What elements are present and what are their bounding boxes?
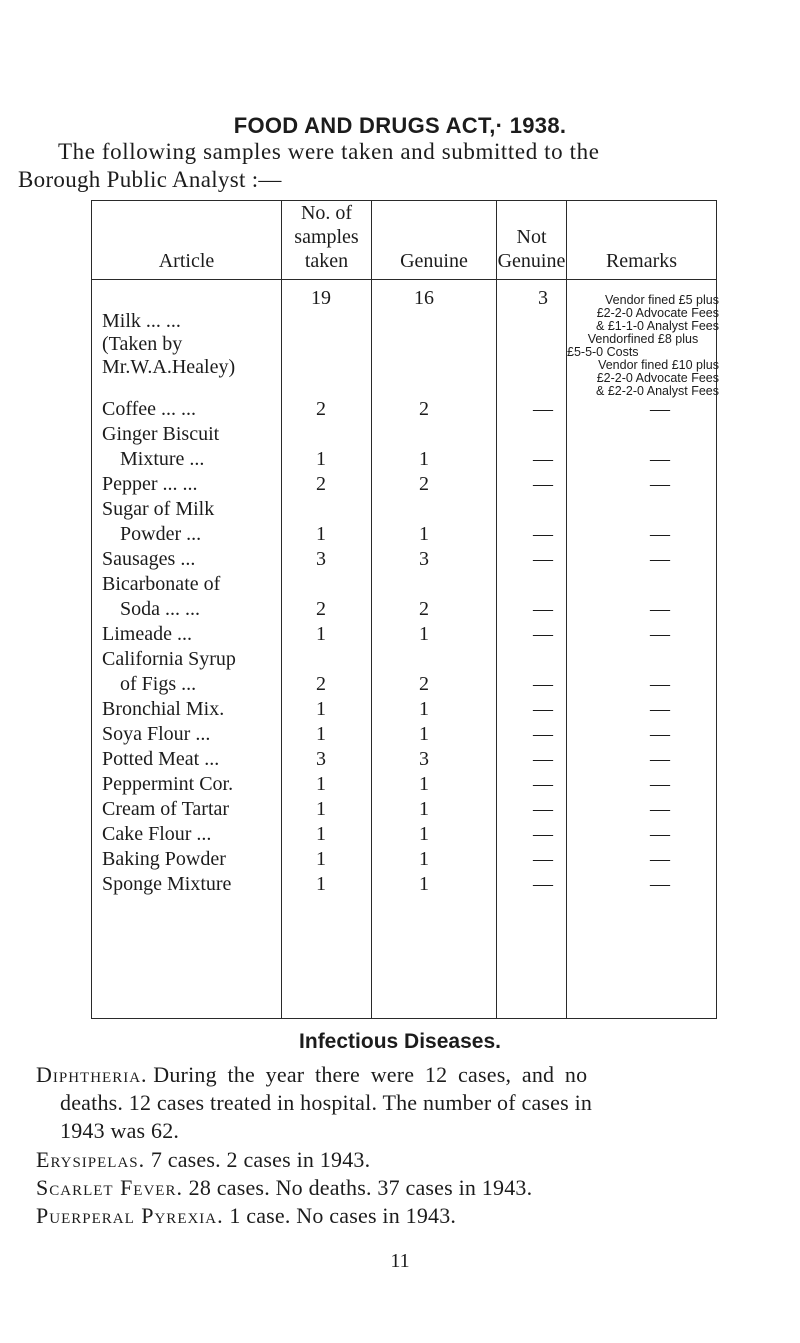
samples-taken: 2 <box>316 673 326 695</box>
header-samples-line3: taken <box>304 250 349 272</box>
not-genuine-count: — <box>533 448 553 470</box>
header-samples-line2: samples <box>294 226 359 248</box>
disease-term: Scarlet Fever. <box>36 1175 183 1200</box>
intro-line-1: The following samples were taken and submitted to the <box>58 139 600 164</box>
paragraph-text: 1943 was 62. <box>60 1118 180 1143</box>
article-name: Coffee ... ... <box>102 398 197 420</box>
genuine-count: 1 <box>419 623 429 645</box>
header-samples-line1: No. of <box>300 202 353 224</box>
article-name: Sugar of Milk <box>102 498 215 520</box>
remarks: — <box>650 748 670 770</box>
samples-taken: 1 <box>316 723 326 745</box>
samples-taken: 2 <box>316 473 326 495</box>
remark-line: Vendor fined £10 plus <box>598 358 719 372</box>
samples-taken: 1 <box>316 873 326 895</box>
remark-line: Vendorfined £8 plus <box>587 332 699 346</box>
samples-taken: 2 <box>316 398 326 420</box>
remarks: — <box>650 798 670 820</box>
puerperal-pyrexia-paragraph <box>36 1202 456 1230</box>
genuine-count: 2 <box>419 473 429 495</box>
remarks: — <box>650 623 670 645</box>
remarks: — <box>650 473 670 495</box>
article-name: Soda ... ... <box>120 598 200 620</box>
table-top-border <box>91 200 717 201</box>
article-name: Mr.W.A.Healey) <box>102 356 236 378</box>
genuine-count: 1 <box>419 698 429 720</box>
table-header-divider <box>91 279 717 280</box>
article-name: of Figs ... <box>120 673 197 695</box>
genuine-count: 1 <box>419 723 429 745</box>
remark-line: & £2-2-0 Analyst Fees <box>596 384 719 398</box>
column-divider-1 <box>281 200 282 1019</box>
samples-taken: 1 <box>316 623 326 645</box>
article-name: Sponge Mixture <box>102 873 232 895</box>
article-name: Mixture ... <box>120 448 205 470</box>
header-not-genuine-line1: Not <box>516 226 547 248</box>
samples-taken: 19 <box>311 287 331 309</box>
not-genuine-count: — <box>533 548 553 570</box>
paragraph-text: During the year there were 12 cases, and no <box>153 1062 588 1087</box>
remark-line: & £1-1-0 Analyst Fees <box>596 319 719 333</box>
remarks: — <box>650 523 670 545</box>
not-genuine-count: — <box>533 473 553 495</box>
samples-taken: 1 <box>316 848 326 870</box>
disease-term: Puerperal Pyrexia. <box>36 1203 224 1228</box>
remarks: — <box>650 398 670 420</box>
remarks: — <box>650 598 670 620</box>
genuine-count: 1 <box>419 848 429 870</box>
remarks: — <box>650 673 670 695</box>
article-name: Soya Flour ... <box>102 723 211 745</box>
page-title: FOOD AND DRUGS ACT,· 1938. <box>233 113 567 138</box>
article-name: Cream of Tartar <box>102 798 230 820</box>
genuine-count: 1 <box>419 873 429 895</box>
genuine-count: 1 <box>419 448 429 470</box>
samples-taken: 1 <box>316 823 326 845</box>
remarks: — <box>650 773 670 795</box>
not-genuine-count: — <box>533 873 553 895</box>
remarks: — <box>650 723 670 745</box>
article-name: Cake Flour ... <box>102 823 212 845</box>
genuine-count: 1 <box>419 523 429 545</box>
disease-term: Diphtheria. <box>36 1062 148 1087</box>
remarks: — <box>650 823 670 845</box>
paragraph-text: 28 cases. No deaths. 37 cases in 1943. <box>188 1175 533 1200</box>
not-genuine-count: — <box>533 773 553 795</box>
paragraph-text: deaths. 12 cases treated in hospital. The number of cases in <box>60 1090 593 1115</box>
samples-taken: 2 <box>316 598 326 620</box>
article-name: Bronchial Mix. <box>102 698 225 720</box>
intro-line-2: Borough Public Analyst :— <box>18 167 282 192</box>
header-genuine: Genuine <box>400 250 468 272</box>
not-genuine-count: — <box>533 823 553 845</box>
samples-taken: 3 <box>316 548 326 570</box>
not-genuine-count: — <box>533 848 553 870</box>
samples-taken: 1 <box>316 798 326 820</box>
disease-term: Erysipelas. <box>36 1147 146 1172</box>
remark-line: Vendor fined £5 plus <box>605 293 719 307</box>
genuine-count: 3 <box>419 748 429 770</box>
column-divider-2 <box>371 200 372 1019</box>
article-name: Bicarbonate of <box>102 573 221 595</box>
genuine-count: 16 <box>414 287 434 309</box>
remark-line: £5-5-0 Costs <box>567 345 639 359</box>
article-name: Potted Meat ... <box>102 748 220 770</box>
not-genuine-count: — <box>533 598 553 620</box>
not-genuine-count: — <box>533 623 553 645</box>
genuine-count: 2 <box>419 398 429 420</box>
erysipelas-paragraph <box>36 1146 370 1174</box>
genuine-count: 1 <box>419 773 429 795</box>
article-name: Pepper ... ... <box>102 473 198 495</box>
header-remarks: Remarks <box>605 250 678 272</box>
paragraph-text: 7 cases. 2 cases in 1943. <box>150 1147 371 1172</box>
genuine-count: 2 <box>419 673 429 695</box>
not-genuine-count: — <box>533 673 553 695</box>
remarks: — <box>650 873 670 895</box>
page-number: 11 <box>390 1250 410 1272</box>
article-name: Sausages ... <box>102 548 196 570</box>
milk-remarks <box>567 294 719 398</box>
article-name: Baking Powder <box>102 848 226 870</box>
not-genuine-count: 3 <box>538 287 548 309</box>
diphtheria-paragraph <box>36 1061 592 1145</box>
genuine-count: 3 <box>419 548 429 570</box>
not-genuine-count: — <box>533 398 553 420</box>
article-name: (Taken by <box>102 333 183 355</box>
remarks: — <box>650 698 670 720</box>
samples-taken: 1 <box>316 448 326 470</box>
table-left-border <box>91 200 92 1019</box>
not-genuine-count: — <box>533 798 553 820</box>
remarks: — <box>650 548 670 570</box>
remarks: — <box>650 448 670 470</box>
article-name: Ginger Biscuit <box>102 423 220 445</box>
header-not-genuine-line2: Genuine <box>497 250 566 272</box>
not-genuine-count: — <box>533 748 553 770</box>
genuine-count: 2 <box>419 598 429 620</box>
scarlet-fever-paragraph <box>36 1174 532 1202</box>
paragraph-text: 1 case. No cases in 1943. <box>229 1203 457 1228</box>
not-genuine-count: — <box>533 723 553 745</box>
genuine-count: 1 <box>419 823 429 845</box>
remark-line: £2-2-0 Advocate Fees <box>596 371 719 385</box>
not-genuine-count: — <box>533 698 553 720</box>
samples-taken: 3 <box>316 748 326 770</box>
samples-taken: 1 <box>316 698 326 720</box>
article-name: California Syrup <box>102 648 236 670</box>
remarks: — <box>650 848 670 870</box>
samples-taken: 1 <box>316 773 326 795</box>
article-name: Peppermint Cor. <box>102 773 234 795</box>
column-divider-3 <box>496 200 497 1019</box>
header-article: Article <box>158 250 215 272</box>
remark-line: £2-2-0 Advocate Fees <box>596 306 719 320</box>
section-heading: Infectious Diseases. <box>299 1030 501 1053</box>
genuine-count: 1 <box>419 798 429 820</box>
not-genuine-count: — <box>533 523 553 545</box>
article-name: Powder ... <box>120 523 202 545</box>
table-bottom-border <box>91 1018 717 1019</box>
samples-taken: 1 <box>316 523 326 545</box>
article-name: Milk ... ... <box>102 310 181 332</box>
article-name: Limeade ... <box>102 623 192 645</box>
